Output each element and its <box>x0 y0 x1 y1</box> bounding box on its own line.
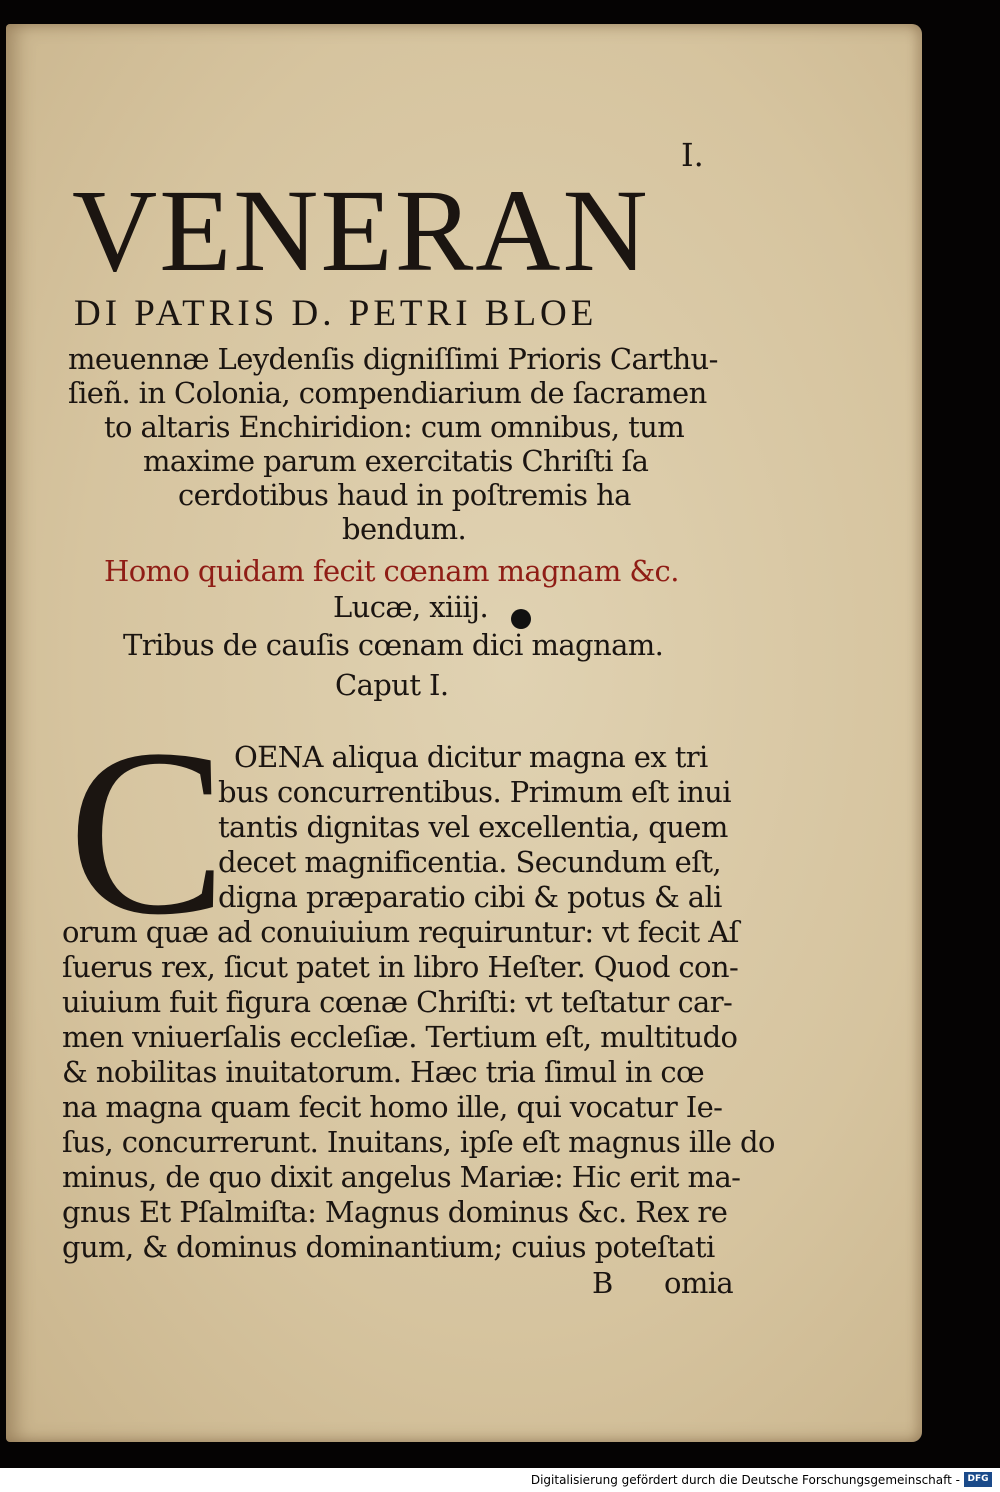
body-line: men vniuerſalis eccleſiæ. Tertium eſt, multitudo <box>62 1020 738 1054</box>
scripture-reference: Lucæ, xiiij. <box>333 590 489 624</box>
footer-bar <box>0 1468 1000 1492</box>
intro-line: cerdotibus haud in poſtremis ha <box>178 478 631 512</box>
body-line: bus concurrentibus. Primum eſt inui <box>218 775 731 809</box>
chapter-heading: Tribus de cauſis cœnam dici magnam. <box>123 628 664 662</box>
body-line: decet magnificentia. Secundum eſt, <box>218 845 722 879</box>
body-line: tantis dignitas vel excellentia, quem <box>218 810 728 844</box>
ink-blot <box>511 609 531 629</box>
catchword: omia <box>664 1266 734 1300</box>
body-line: orum quæ ad conuiuium requiruntur: vt fecit Aſ <box>62 915 739 949</box>
motto: Homo quidam fecit cœnam magnam &c. <box>104 554 679 588</box>
dfg-logo: DFG <box>964 1472 992 1487</box>
body-line: ſuerus rex, ſicut patet in libro Heſter. Quod con- <box>62 950 739 984</box>
book-page <box>6 24 922 1442</box>
body-line: uiuium fuit figura cœnæ Chriſti: vt teſtatur car- <box>62 985 733 1019</box>
body-line: gnus Et Pſalmiſta: Magnus dominus &c. Rex re <box>62 1195 728 1229</box>
intro-line: maxime parum exercitatis Chriſti ſa <box>143 444 649 478</box>
body-line: OENA aliqua dicitur magna ex tri <box>234 740 708 774</box>
folio-number: I. <box>681 136 704 174</box>
intro-line: meuennæ Leydenſis digniſſimi Prioris Carthu- <box>68 342 718 376</box>
intro-line: bendum. <box>342 512 467 546</box>
body-line: & nobilitas inuitatorum. Hæc tria ſimul in cœ <box>62 1055 705 1089</box>
drop-capital: C <box>68 701 227 964</box>
body-line: ſus, concurrerunt. Inuitans, ipſe eſt magnus ille do <box>62 1125 775 1159</box>
signature-mark: B <box>592 1266 613 1300</box>
intro-line: to altaris Enchiridion: cum omnibus, tum <box>104 410 685 444</box>
body-line: na magna quam fecit homo ille, qui vocatur Ie- <box>62 1090 723 1124</box>
body-line: gum, & dominus dominantium; cuius poteſtati <box>62 1230 715 1264</box>
subtitle-line: DI PATRIS D. PETRI BLOE <box>74 293 598 334</box>
body-line: digna præparatio cibi & potus & ali <box>218 880 722 914</box>
intro-line: ſieñ. in Colonia, compendiarium de ſacramen <box>68 376 707 410</box>
funding-notice: Digitalisierung gefördert durch die Deutsche Forschungsgemeinschaft - <box>530 1473 960 1487</box>
chapter-number: Caput I. <box>335 668 449 702</box>
page-title: VENERAN <box>72 165 650 296</box>
body-line: minus, de quo dixit angelus Mariæ: Hic erit ma- <box>62 1160 741 1194</box>
